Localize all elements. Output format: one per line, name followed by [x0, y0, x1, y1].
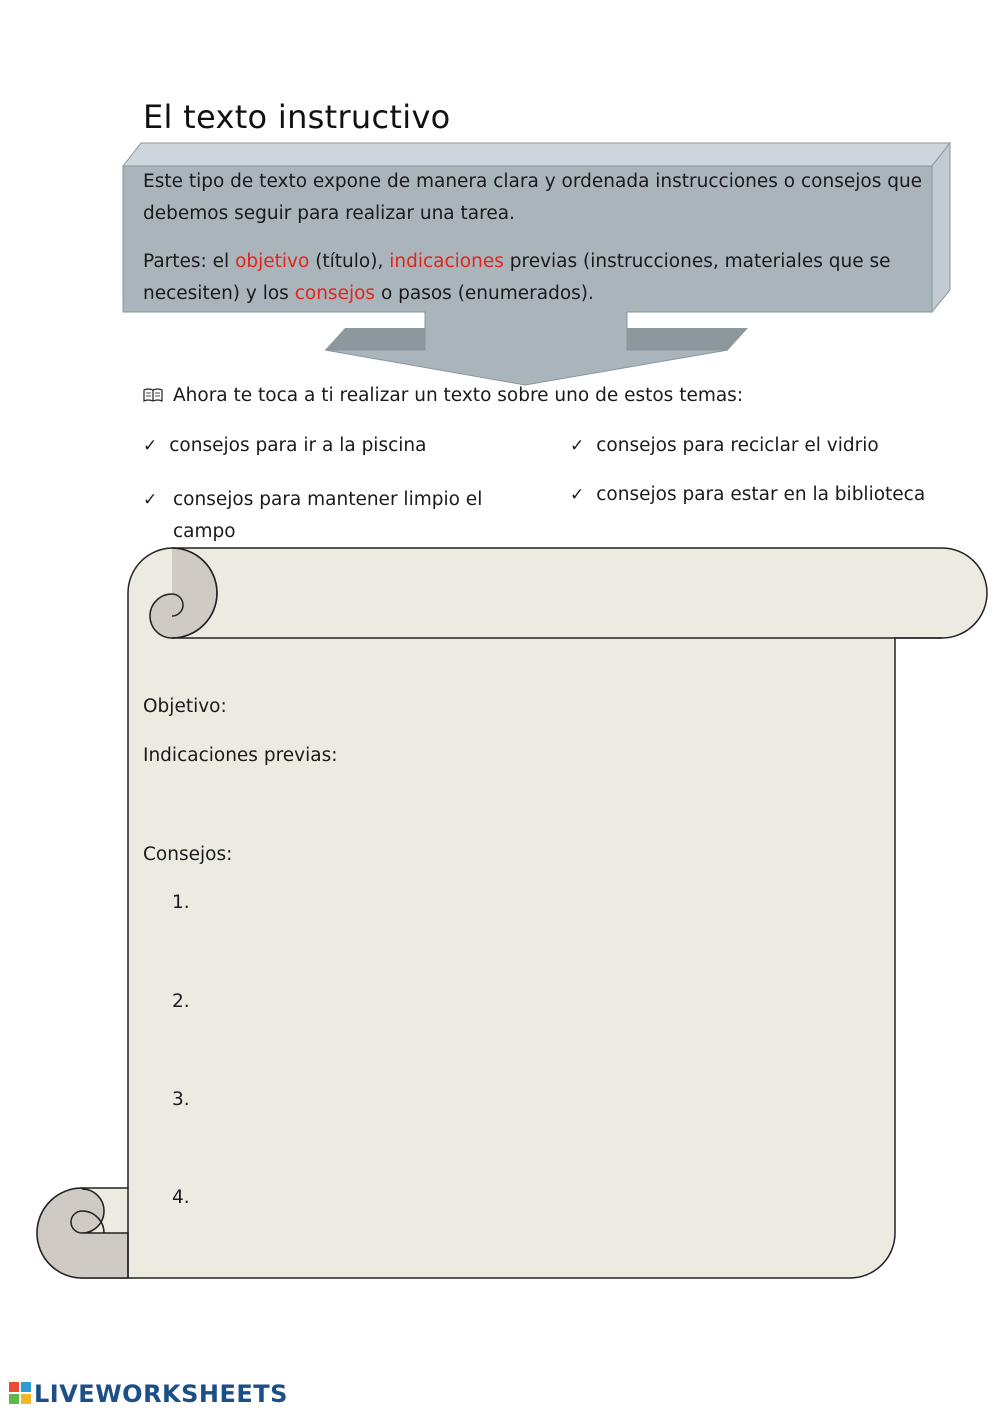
- consejos-label: Consejos:: [143, 844, 233, 865]
- term-indicaciones: indicaciones: [389, 251, 504, 272]
- objetivo-label: Objetivo:: [143, 696, 227, 717]
- intro-definition: Este tipo de texto expone de manera clara y ordenada instrucciones o consejos que debemos seguir para realizar una tarea.: [143, 171, 923, 224]
- term-consejos: consejos: [294, 283, 376, 304]
- brand-watermark: [8, 1380, 288, 1408]
- parts-prefix: Partes: el: [143, 251, 236, 272]
- indicaciones-label: Indicaciones previas:: [143, 745, 338, 766]
- page-title: El texto instructivo: [143, 98, 451, 136]
- checkmark-icon: ✓: [570, 485, 585, 505]
- checkmark-icon: ✓: [143, 490, 158, 510]
- topic-text: consejos para mantener limpio el campo: [173, 489, 483, 542]
- step-number: 2.: [172, 991, 190, 1012]
- step-number: 4.: [172, 1187, 190, 1208]
- brand-logo-icon: [8, 1381, 32, 1405]
- term-objetivo: objetivo: [235, 251, 310, 272]
- topic-text: consejos para ir a la piscina: [169, 435, 427, 456]
- checkmark-icon: ✓: [143, 436, 158, 456]
- brand-name: LIVEWORKSHEETS: [34, 1380, 288, 1408]
- prompt-text: Ahora te toca a ti realizar un texto sobre uno de estos temas:: [173, 385, 744, 406]
- text-pasos: o pasos (enumerados).: [375, 283, 594, 304]
- step-number: 3.: [172, 1089, 190, 1110]
- step-number: 1.: [172, 892, 190, 913]
- text-titulo: (título),: [309, 251, 390, 272]
- topic-text: consejos para estar en la biblioteca: [596, 484, 926, 505]
- checkmark-icon: ✓: [570, 436, 585, 456]
- topic-text: consejos para reciclar el vidrio: [596, 435, 879, 456]
- text-previas: previas (instrucciones, materiales que se necesiten) y los: [143, 251, 891, 304]
